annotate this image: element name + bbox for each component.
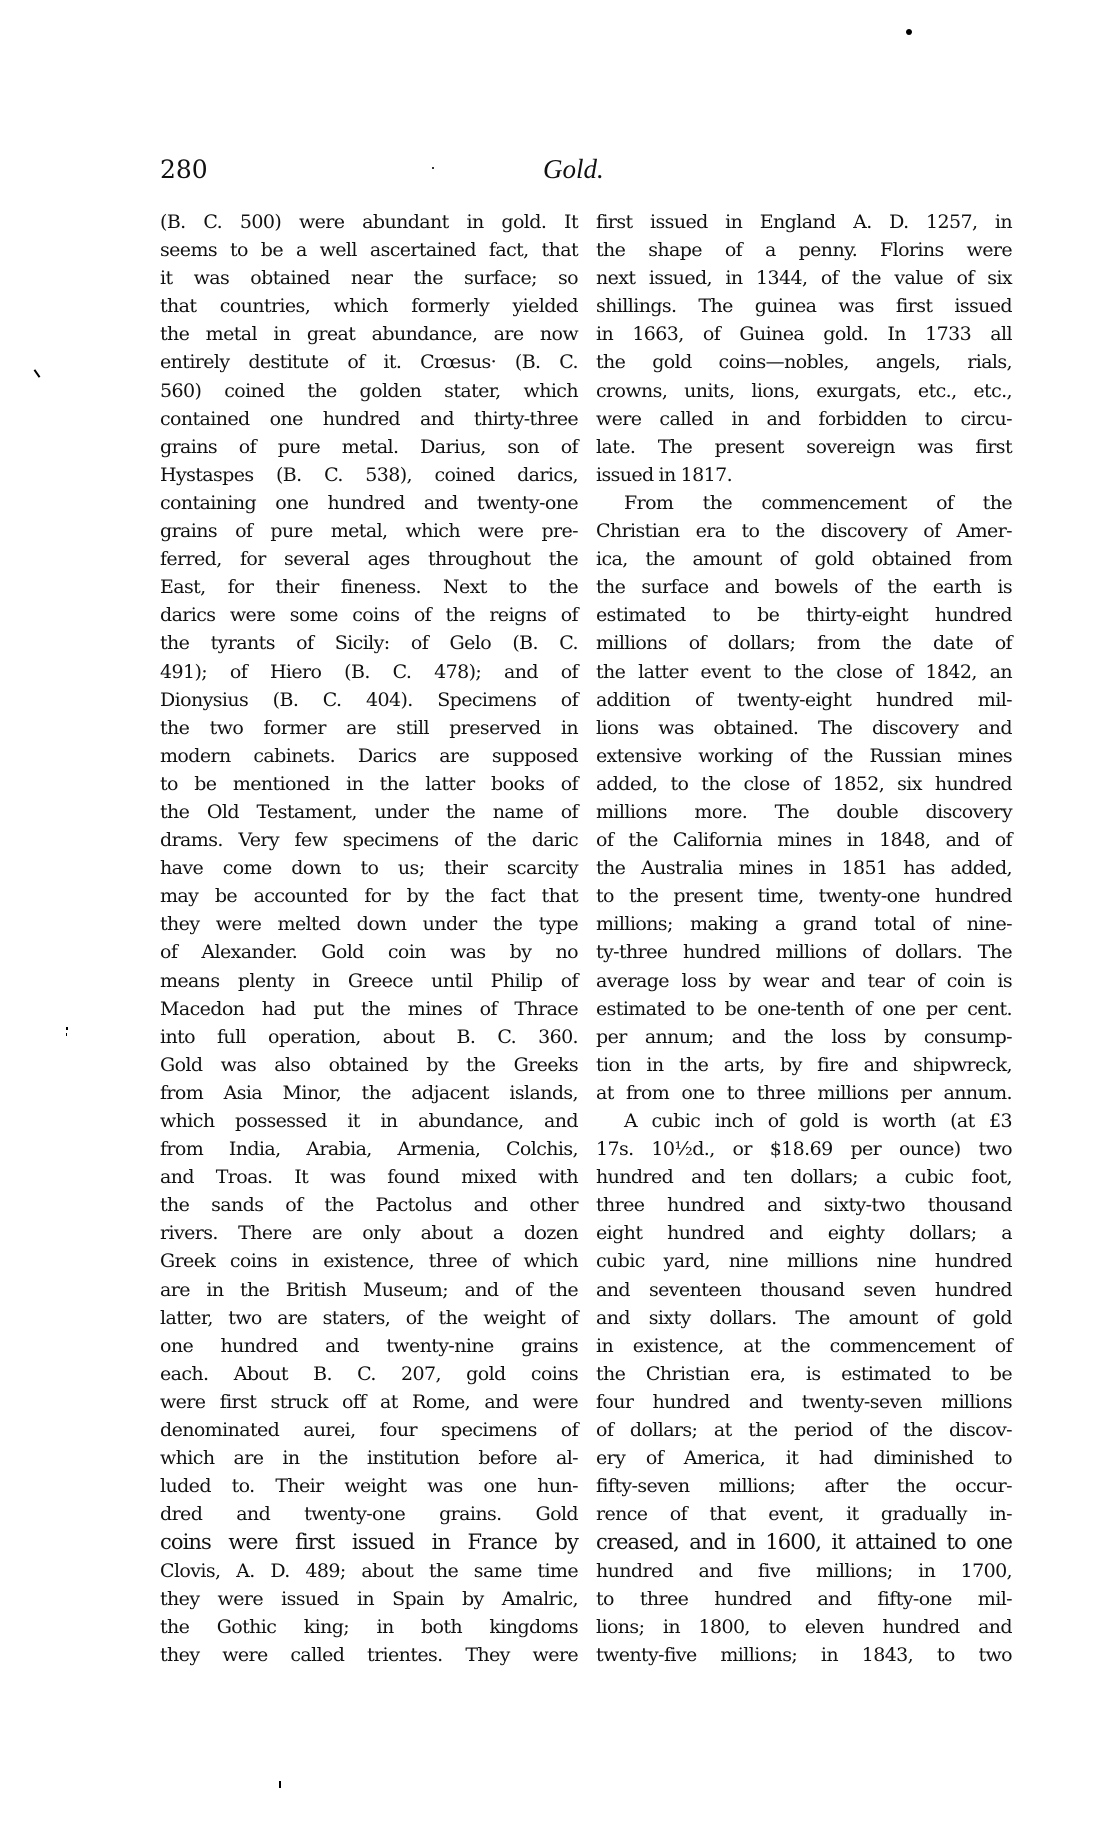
- text-line: millions more. The double discovery: [596, 800, 1012, 823]
- text-line: have come down to us; their scarcity: [160, 857, 578, 880]
- left-column: [160, 208, 578, 1669]
- text-line: the metal in great abundance, are now: [160, 323, 578, 346]
- text-line: the Gothic king; in both kingdoms: [160, 1615, 578, 1638]
- text-line: Hystaspes (B. C. 538), coined darics,: [160, 463, 578, 486]
- text-line: Macedon had put the mines of Thrace: [160, 997, 578, 1020]
- text-line: at from one to three millions per annum.: [596, 1081, 1012, 1104]
- text-line: lions; in 1800, to eleven hundred and: [596, 1615, 1012, 1638]
- text-line: grains of pure metal. Darius, son of: [160, 435, 578, 458]
- stray-mark: [432, 167, 434, 169]
- text-line: from Asia Minor, the adjacent islands,: [160, 1081, 578, 1104]
- text-line: seems to be a well ascertained fact, that: [160, 239, 578, 262]
- text-line: one hundred and twenty-nine grains: [160, 1334, 578, 1357]
- text-line: addition of twenty-eight hundred mil-: [596, 688, 1012, 711]
- text-line: hundred and ten dollars; a cubic foot,: [596, 1166, 1012, 1189]
- text-line: late. The present sovereign was first: [596, 435, 1012, 458]
- text-line: modern cabinets. Darics are supposed: [160, 744, 578, 767]
- scan-artifact-top: [906, 29, 912, 35]
- text-line: drams. Very few specimens of the daric: [160, 829, 578, 852]
- text-line: 17s. 10½d., or $18.69 per ounce) two: [596, 1138, 1012, 1161]
- text-line: eight hundred and eighty dollars; a: [596, 1222, 1012, 1245]
- text-line: the Christian era, is estimated to be: [596, 1362, 1012, 1385]
- text-line: and Troas. It was found mixed with: [160, 1166, 578, 1189]
- text-line: they were melted down under the type: [160, 913, 578, 936]
- text-line: three hundred and sixty-two thousand: [596, 1194, 1012, 1217]
- text-line: four hundred and twenty-seven millions: [596, 1390, 1012, 1413]
- scan-artifact-left: [34, 369, 41, 378]
- text-line: that countries, which formerly yielded: [160, 295, 578, 318]
- text-line: they were called trientes. They were: [160, 1643, 578, 1666]
- text-line: were called in and forbidden to circu-: [596, 407, 1012, 430]
- text-line: ty-three hundred millions of dollars. The: [596, 941, 1012, 964]
- text-line: into full operation, about B. C. 360.: [160, 1025, 578, 1048]
- text-line: to be mentioned in the latter books of: [160, 772, 578, 795]
- text-line: East, for their fineness. Next to the: [160, 576, 578, 599]
- text-line: may be accounted for by the fact that: [160, 885, 578, 908]
- text-line: coins were first issued in France by: [160, 1530, 578, 1555]
- text-line: estimated to be one-tenth of one per cent.: [596, 997, 1012, 1020]
- text-line: the latter event to the close of 1842, an: [596, 660, 1012, 683]
- text-line: lions was obtained. The discovery and: [596, 716, 1012, 739]
- text-line: first issued in England A. D. 1257, in: [596, 211, 1012, 233]
- text-line: hundred and five millions; in 1700,: [596, 1559, 1012, 1582]
- running-title: Gold.: [543, 154, 604, 184]
- text-line: of dollars; at the period of the discov-: [596, 1419, 1012, 1442]
- text-line: the gold coins—nobles, angels, rials,: [596, 351, 1012, 374]
- right-column: [596, 208, 1012, 1669]
- page-header: [160, 155, 610, 191]
- text-line: the shape of a penny. Florins were: [596, 239, 1012, 262]
- scan-artifact-bottom: [279, 1781, 281, 1788]
- text-line: per annum; and the loss by consump-: [596, 1025, 1012, 1048]
- text-line: Greek coins in existence, three of which: [160, 1250, 578, 1273]
- text-line: rivers. There are only about a dozen: [160, 1222, 578, 1245]
- text-line: next issued, in 1344, of the value of six: [596, 267, 1012, 290]
- text-line: the Australia mines in 1851 has added,: [596, 857, 1012, 880]
- text-line: and seventeen thousand seven hundred: [596, 1278, 1012, 1301]
- text-line: shillings. The guinea was first issued: [596, 295, 1012, 318]
- text-line: containing one hundred and twenty-one: [160, 491, 578, 514]
- text-line: from India, Arabia, Armenia, Colchis,: [160, 1138, 578, 1161]
- text-line: dred and twenty-one grains. Gold: [160, 1503, 578, 1526]
- text-line: were first struck off at Rome, and were: [160, 1390, 578, 1413]
- text-line: denominated aurei, four specimens of: [160, 1419, 578, 1442]
- text-line: of Alexander. Gold coin was by no: [160, 941, 578, 964]
- text-line: twenty-five millions; in 1843, to two: [596, 1643, 1012, 1666]
- text-line: ferred, for several ages throughout the: [160, 548, 578, 571]
- scan-artifact-margin: [66, 1033, 67, 1036]
- text-line: Christian era to the discovery of Amer-: [596, 520, 1012, 543]
- text-line: millions of dollars; from the date of: [596, 632, 1012, 655]
- text-line: the Old Testament, under the name of: [160, 800, 578, 823]
- text-line: ica, the amount of gold obtained from: [596, 548, 1012, 571]
- text-line: the two former are still preserved in: [160, 716, 578, 739]
- text-line: Dionysius (B. C. 404). Specimens of: [160, 688, 578, 711]
- text-line: A cubic inch of gold is worth (at £3: [624, 1110, 1012, 1132]
- text-line: to the present time, twenty-one hundred: [596, 885, 1012, 908]
- text-line: contained one hundred and thirty-three: [160, 407, 578, 430]
- scan-artifact-margin: [66, 1027, 68, 1030]
- text-line: estimated to be thirty-eight hundred: [596, 604, 1012, 627]
- text-line: which are in the institution before al-: [160, 1447, 578, 1470]
- text-line: creased, and in 1600, it attained to one: [596, 1530, 1012, 1555]
- text-line: in existence, at the commencement of: [596, 1334, 1012, 1357]
- text-line: in 1663, of Guinea gold. In 1733 all: [596, 323, 1012, 346]
- text-line: the surface and bowels of the earth is: [596, 576, 1012, 599]
- text-line: cubic yard, nine millions nine hundred: [596, 1250, 1012, 1273]
- text-line: extensive working of the Russian mines: [596, 744, 1012, 767]
- text-line: added, to the close of 1852, six hundred: [596, 772, 1012, 795]
- text-line: and sixty dollars. The amount of gold: [596, 1306, 1012, 1329]
- text-line: crowns, units, lions, exurgats, etc., etc.,: [596, 379, 1012, 402]
- text-line: 560) coined the golden stater, which: [160, 379, 578, 402]
- text-line: the tyrants of Sicily: of Gelo (B. C.: [160, 632, 578, 655]
- text-line: each. About B. C. 207, gold coins: [160, 1362, 578, 1385]
- text-line: they were issued in Spain by Amalric,: [160, 1587, 578, 1610]
- text-line: (B. C. 500) were abundant in gold. It: [160, 211, 578, 233]
- text-line: issued in 1817.: [596, 463, 733, 486]
- text-line: which possessed it in abundance, and: [160, 1110, 578, 1132]
- text-line: average loss by wear and tear of coin is: [596, 969, 1012, 992]
- page-number: 280: [160, 155, 208, 184]
- text-line: to three hundred and fifty-one mil-: [596, 1587, 1012, 1610]
- text-line: fifty-seven millions; after the occur-: [596, 1475, 1012, 1498]
- text-line: Gold was also obtained by the Greeks: [160, 1053, 578, 1076]
- text-line: tion in the arts, by fire and shipwreck,: [596, 1053, 1012, 1076]
- text-line: grains of pure metal, which were pre-: [160, 520, 578, 543]
- text-line: millions; making a grand total of nine-: [596, 913, 1012, 936]
- text-line: entirely destitute of it. Crœsus· (B. C.: [160, 351, 578, 374]
- text-line: the sands of the Pactolus and other: [160, 1194, 578, 1217]
- text-line: it was obtained near the surface; so: [160, 267, 578, 290]
- text-line: means plenty in Greece until Philip of: [160, 969, 578, 992]
- text-line: of the California mines in 1848, and of: [596, 829, 1012, 852]
- text-line: From the commencement of the: [624, 491, 1012, 514]
- text-line: ery of America, it had diminished to: [596, 1447, 1012, 1470]
- text-line: rence of that event, it gradually in-: [596, 1503, 1012, 1526]
- text-line: Clovis, A. D. 489; about the same time: [160, 1559, 578, 1582]
- text-line: are in the British Museum; and of the: [160, 1278, 578, 1301]
- text-line: latter, two are staters, of the weight of: [160, 1306, 578, 1329]
- text-line: luded to. Their weight was one hun-: [160, 1475, 578, 1498]
- text-line: 491); of Hiero (B. C. 478); and of: [160, 660, 578, 683]
- text-line: darics were some coins of the reigns of: [160, 604, 578, 627]
